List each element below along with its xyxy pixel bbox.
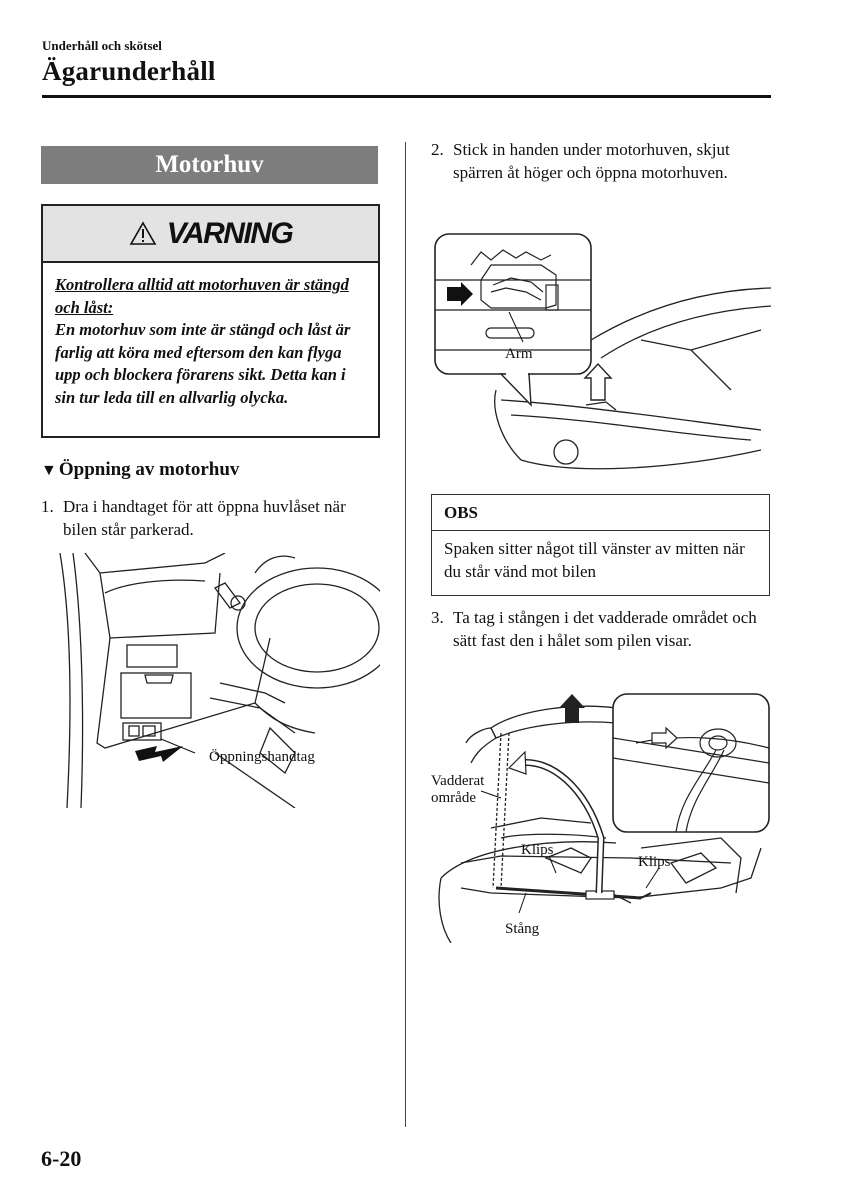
- warning-body: [43, 263, 378, 409]
- column-divider: [405, 142, 406, 1127]
- hood-support-rod-illustration: [431, 688, 771, 943]
- warning-title: VARNING: [166, 216, 293, 250]
- note-text: Spaken sitter något till vänster av mitten när du står vänd mot bilen: [444, 539, 745, 581]
- figure1-label: Öppningshandtag: [209, 749, 315, 765]
- subheading-text: Öppning av motorhuv: [58, 459, 240, 480]
- figure3-label-clip-left: Klips: [521, 842, 554, 858]
- subheading: [41, 459, 239, 481]
- hood-release-illustration: [55, 553, 380, 808]
- topic-title: Motorhuv: [41, 146, 378, 184]
- warning-header: [43, 206, 378, 263]
- figure3-label-padded-area: Vadderat område: [431, 773, 485, 806]
- section-label: Underhåll och skötsel: [42, 38, 162, 53]
- warning-text: En motorhuv som inte är stängd och låst är farlig att köra med eftersom den kan flyga upp och blockera förarens sikt. Detta kan i sin tur leda till en allvarlig olycka.: [55, 320, 351, 407]
- figure2-label: Arm: [505, 346, 533, 362]
- step-text: Ta tag i stången i det vadderade området och sätt fast den i hålet som pilen visar.: [453, 608, 757, 650]
- note-box: [431, 494, 770, 596]
- step-2: [431, 139, 776, 184]
- warning-box: [41, 204, 380, 438]
- step-number: 2.: [431, 140, 444, 159]
- hood-latch-illustration: [431, 230, 771, 480]
- step-text: Stick in handen under motorhuven, skjut spärren åt höger och öppna motorhuven.: [453, 140, 730, 182]
- step-number: 1.: [41, 497, 54, 516]
- step-number: 3.: [431, 608, 444, 627]
- warning-lead: Kontrollera alltid att motorhuven är stängd och låst:: [55, 275, 349, 317]
- page-number: 6-20: [41, 1146, 82, 1171]
- note-title: OBS: [432, 495, 769, 531]
- warning-triangle-icon: [129, 221, 157, 246]
- figure3-label-rod: Stång: [505, 921, 540, 937]
- step-1: [41, 496, 381, 541]
- title-rule: [42, 95, 771, 98]
- subheading-marker: ▼: [41, 462, 57, 479]
- figure3-label-clip-right: Klips: [638, 854, 671, 870]
- step-3: [431, 607, 776, 652]
- page-title: Ägarunderhåll: [42, 56, 216, 86]
- step-text: Dra i handtaget för att öppna huvlåset när bilen står parkerad.: [63, 497, 346, 539]
